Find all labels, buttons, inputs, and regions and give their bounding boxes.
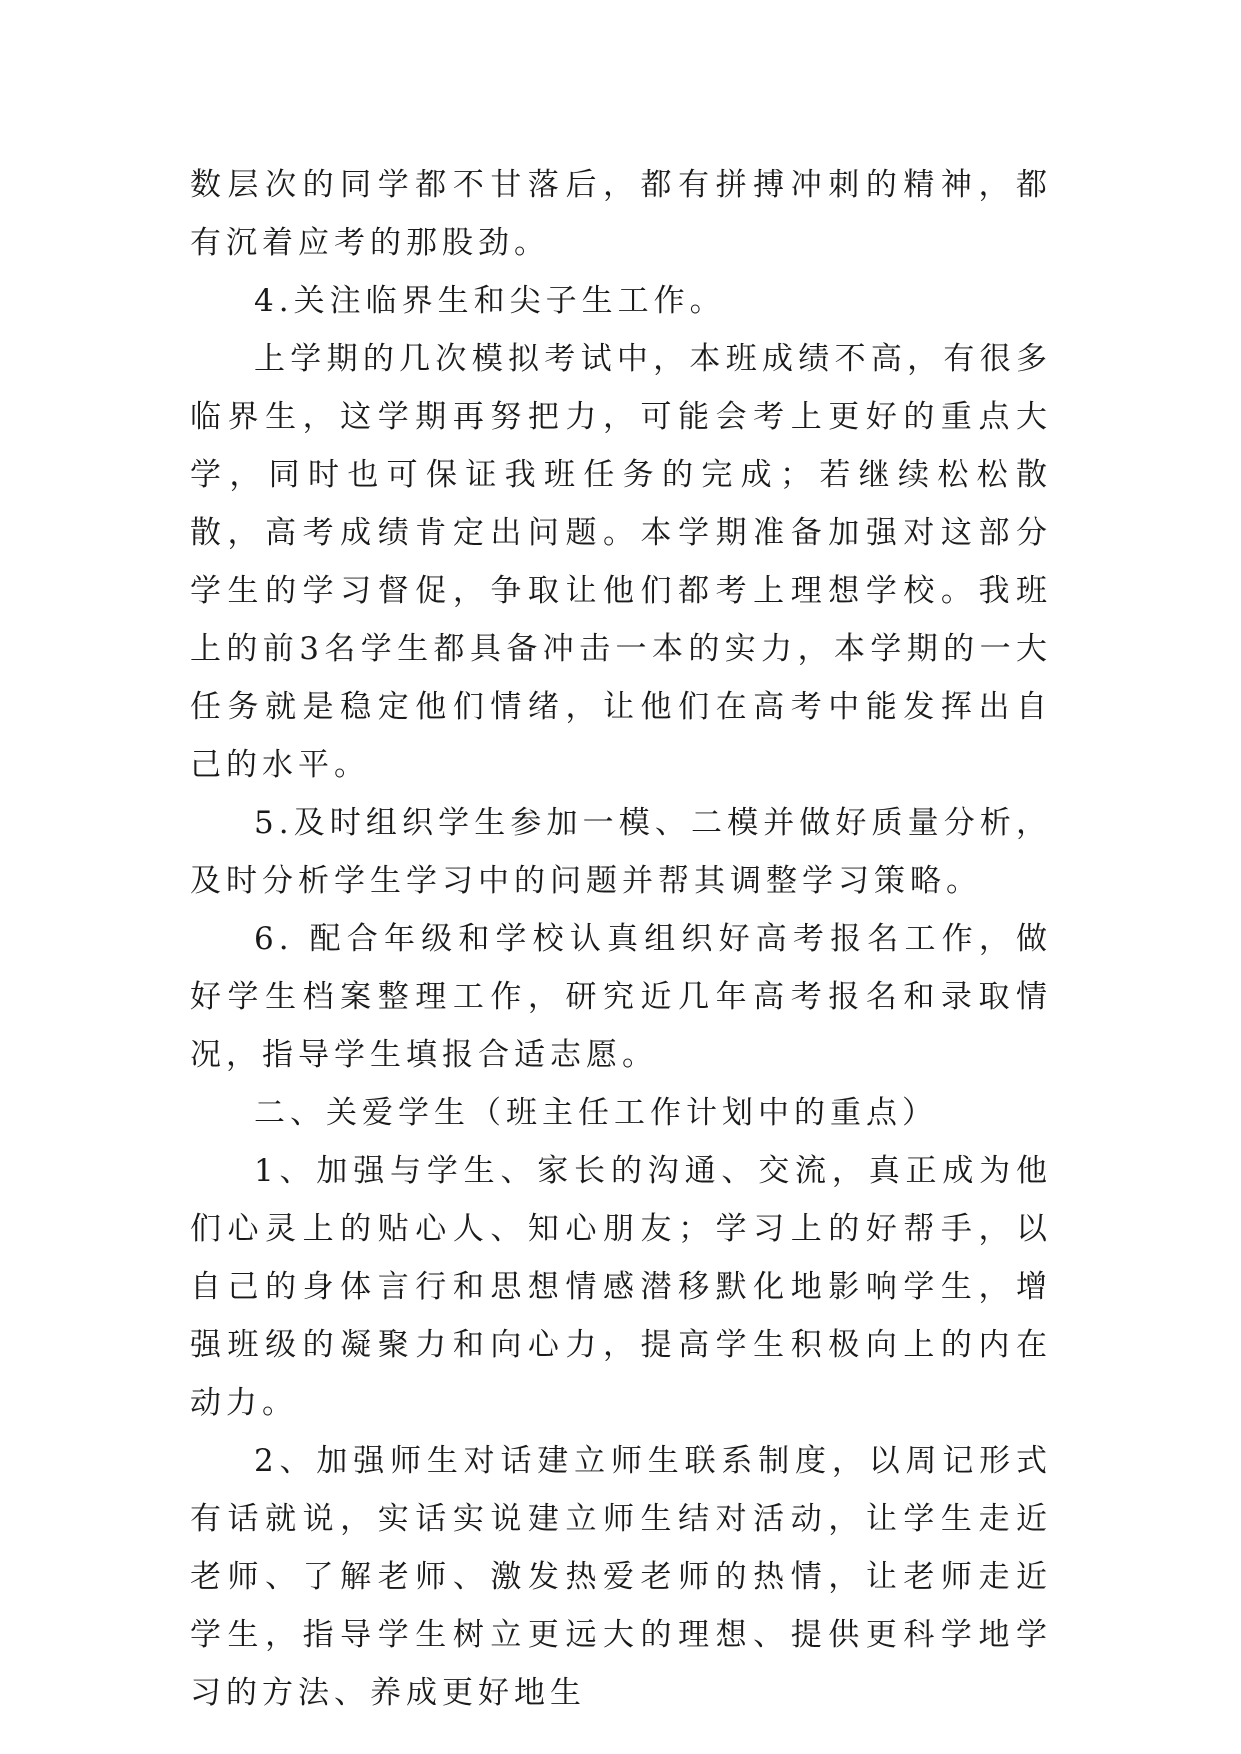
paragraph-care-item-2: 2、加强师生对话建立师生联系制度，以周记形式有话就说，实话实说建立师生结对活动，让学生走近老师、了解老师、激发热爱老师的热情，让老师走近学生，指导学生树立更远大的理想、提供更科学地学习的方法、养成更好地生 (190, 1443, 1052, 1711)
paragraph-item-4-heading: 4.关注临界生和尖子生工作。 (254, 283, 726, 319)
paragraph-item-6: 6. 配合年级和学校认真组织好高考报名工作，做好学生档案整理工作，研究近几年高考报名和录取情况，指导学生填报合适志愿。 (190, 921, 1052, 1073)
paragraph-care-item-1: 1、加强与学生、家长的沟通、交流，真正成为他们心灵上的贴心人、知心朋友；学习上的好帮手，以自己的身体言行和思想情感潜移默化地影响学生，增强班级的凝聚力和向心力，提高学生积极向上的内在动力。 (190, 1153, 1052, 1421)
paragraph-continuation: 数层次的同学都不甘落后，都有拼搏冲刺的精神，都有沉着应考的那股劲。 (190, 167, 1052, 261)
paragraph-item-5: 5.及时组织学生参加一模、二模并做好质量分析，及时分析学生学习中的问题并帮其调整学习策略。 (190, 805, 1052, 899)
document-body (190, 156, 1052, 1722)
paragraph-item-4-body: 上学期的几次模拟考试中，本班成绩不高，有很多临界生，这学期再努把力，可能会考上更好的重点大学，同时也可保证我班任务的完成；若继续松松散散，高考成绩肯定出问题。本学期准备加强对这部分学生的学习督促，争取让他们都考上理想学校。我班上的前3名学生都具备冲击一本的实力，本学期的一大任务就是稳定他们情绪，让他们在高考中能发挥出自己的水平。 (190, 341, 1052, 783)
section-heading-care-students: 二、关爱学生（班主任工作计划中的重点） (254, 1095, 938, 1131)
